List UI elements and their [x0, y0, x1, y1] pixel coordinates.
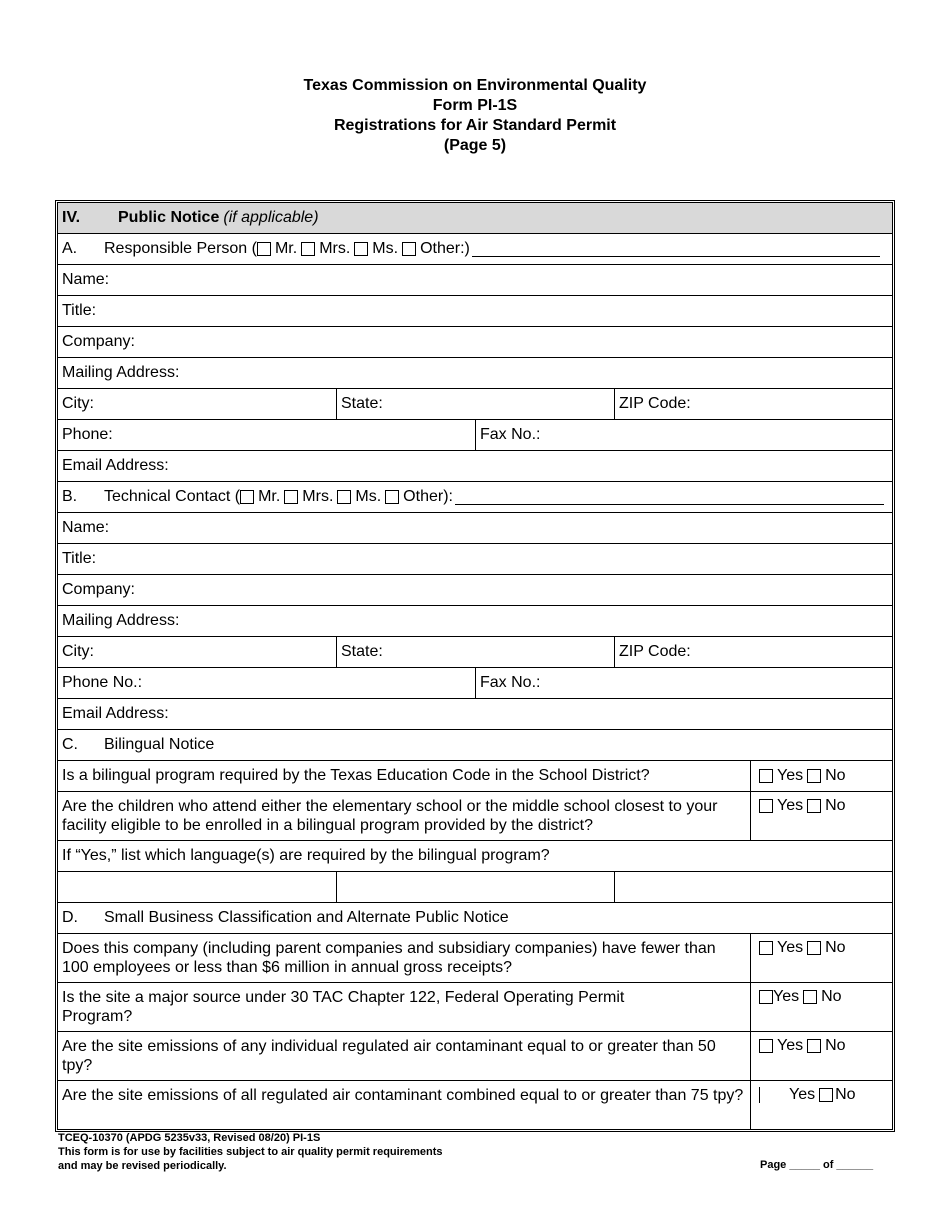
bilingual-language-row: [58, 840, 892, 871]
form-header: [0, 76, 950, 156]
bilingual-notice-label: Bilingual Notice: [104, 736, 215, 753]
question-text: Is the site a major source under 30 TAC Chapter 122, Federal Operating Permit Program?: [62, 989, 625, 1025]
fax-label: Fax No.:: [480, 674, 541, 691]
technical-name-row[interactable]: [58, 512, 892, 543]
responsible-mr-checkbox[interactable]: [257, 242, 271, 256]
phone-label: Phone No.:: [62, 674, 143, 691]
major-source-question-row: [58, 982, 892, 1031]
yes-no-group: [750, 934, 892, 982]
technical-phone-row: [58, 667, 892, 698]
technical-company-row[interactable]: [58, 574, 892, 605]
question-text: Does this company (including parent companies and subsidiary companies) have fewer than 100 employees or less than $6 million in annual gross receipts?: [62, 940, 716, 976]
no-checkbox[interactable]: [819, 1088, 833, 1102]
combined-emissions-question-row: [58, 1080, 892, 1129]
yes-label: Yes: [789, 1086, 816, 1103]
responsible-mrs-checkbox[interactable]: [301, 242, 315, 256]
public-notice-form: [55, 200, 895, 1132]
footer: [58, 1131, 442, 1173]
zip-label: ZIP Code:: [619, 395, 691, 412]
yes-label: Yes: [773, 988, 800, 1005]
city-label: City:: [62, 643, 94, 660]
section-title: Public Notice: [118, 209, 220, 226]
form-title: Registrations for Air Standard Permit: [333, 117, 617, 134]
city-field[interactable]: [58, 637, 336, 667]
form-number: Form PI-1S: [432, 97, 518, 114]
section-number: IV.: [62, 209, 81, 226]
email-label: Email Address:: [62, 705, 169, 722]
question-text: Is a bilingual program required by the Texas Education Code in the School District?: [62, 767, 650, 784]
no-label: No: [825, 767, 846, 784]
title-label: Title:: [62, 302, 97, 319]
language-field-1[interactable]: [58, 872, 336, 902]
form-id: TCEQ-10370 (APDG 5235v33, Revised 08/20) PI-1S: [58, 1132, 321, 1144]
no-checkbox[interactable]: [803, 990, 817, 1004]
yes-checkbox[interactable]: [759, 1039, 773, 1053]
name-label: Name:: [62, 519, 110, 536]
responsible-mailing-row[interactable]: [58, 357, 892, 388]
section-note: (if applicable): [223, 209, 319, 226]
technical-other-checkbox[interactable]: [385, 490, 399, 504]
mrs-label: Mrs.: [319, 240, 351, 257]
no-checkbox[interactable]: [807, 769, 821, 783]
mr-label: Mr.: [274, 240, 298, 257]
technical-mrs-checkbox[interactable]: [284, 490, 298, 504]
mr-label: Mr.: [258, 488, 281, 505]
fax-field[interactable]: [475, 668, 892, 698]
language-field-3[interactable]: [614, 872, 892, 902]
mailing-label: Mailing Address:: [62, 612, 180, 629]
fax-label: Fax No.:: [480, 426, 541, 443]
page-number: Page _____ of ______: [760, 1159, 874, 1171]
state-label: State:: [341, 643, 383, 660]
yes-no-group: [750, 1081, 892, 1129]
fax-field[interactable]: [475, 420, 892, 450]
no-label: No: [825, 1037, 846, 1054]
company-label: Company:: [62, 333, 135, 350]
individual-emissions-question-row: [58, 1031, 892, 1080]
zip-field[interactable]: [614, 637, 892, 667]
phone-field[interactable]: [58, 668, 475, 698]
yes-no-group: [750, 792, 892, 840]
bilingual-notice-row: [58, 729, 892, 760]
other-label: Other):: [403, 488, 453, 505]
subsection-d-letter: D.: [62, 909, 78, 926]
footer-note-2: and may be revised periodically.: [58, 1160, 227, 1172]
yes-checkbox[interactable]: [759, 990, 773, 1004]
agency-title: Texas Commission on Environmental Quality: [303, 77, 647, 94]
yes-label: Yes: [777, 1037, 804, 1054]
yes-no-group: [750, 1032, 892, 1080]
no-checkbox[interactable]: [807, 1039, 821, 1053]
bilingual-required-row: [58, 760, 892, 791]
small-business-row: [58, 902, 892, 933]
other-label: Other:): [420, 240, 470, 257]
mrs-label: Mrs.: [302, 488, 334, 505]
technical-contact-label: Technical Contact (: [104, 488, 241, 505]
small-business-question-row: [58, 933, 892, 982]
responsible-title-row[interactable]: [58, 295, 892, 326]
section-header: [58, 203, 892, 233]
responsible-city-row: [58, 388, 892, 419]
question-text: Are the site emissions of any individual regulated air contaminant equal to or greater than 50 tpy?: [62, 1038, 716, 1074]
yes-label: Yes: [777, 797, 804, 814]
technical-contact-row: [58, 481, 892, 512]
city-label: City:: [62, 395, 94, 412]
technical-email-row[interactable]: [58, 698, 892, 729]
ms-label: Ms.: [372, 240, 399, 257]
small-business-label: Small Business Classification and Alternate Public Notice: [104, 909, 509, 926]
subsection-c-letter: C.: [62, 736, 78, 753]
email-label: Email Address:: [62, 457, 169, 474]
company-label: Company:: [62, 581, 135, 598]
technical-other-field[interactable]: [455, 490, 884, 505]
state-field[interactable]: [336, 389, 614, 419]
no-label: No: [825, 797, 846, 814]
yes-checkbox[interactable]: [759, 769, 773, 783]
technical-mr-checkbox[interactable]: [240, 490, 254, 504]
technical-city-row: [58, 636, 892, 667]
yes-label: Yes: [777, 939, 804, 956]
subsection-a-letter: A.: [62, 240, 78, 257]
city-field[interactable]: [58, 389, 336, 419]
technical-title-row[interactable]: [58, 543, 892, 574]
technical-ms-checkbox[interactable]: [337, 490, 351, 504]
zip-label: ZIP Code:: [619, 643, 691, 660]
mailing-label: Mailing Address:: [62, 364, 180, 381]
yes-checkbox[interactable]: [759, 1087, 773, 1103]
yes-no-group: [750, 983, 892, 1031]
question-text: Are the site emissions of all regulated air contaminant combined equal to or greater than 75 tpy?: [62, 1087, 744, 1104]
responsible-person-label: Responsible Person (: [104, 240, 257, 257]
yes-no-group: [750, 761, 892, 791]
no-label: No: [825, 939, 846, 956]
footer-note-1: This form is for use by facilities subject to air quality permit requirements: [58, 1146, 443, 1158]
page-label: (Page 5): [443, 137, 507, 154]
responsible-person-row: [58, 233, 892, 264]
bilingual-eligible-row: [58, 791, 892, 840]
name-label: Name:: [62, 271, 110, 288]
responsible-email-row[interactable]: [58, 450, 892, 481]
state-field[interactable]: [336, 637, 614, 667]
responsible-other-checkbox[interactable]: [402, 242, 416, 256]
subsection-b-letter: B.: [62, 488, 78, 505]
phone-field[interactable]: [58, 420, 475, 450]
responsible-phone-row: [58, 419, 892, 450]
question-text: Are the children who attend either the elementary school or the middle school closest to your facility eligible to be enrolled in a bilingual program provided by the district?: [62, 798, 718, 834]
state-label: State:: [341, 395, 383, 412]
responsible-name-row[interactable]: [58, 264, 892, 295]
language-input-row: [58, 871, 892, 902]
phone-label: Phone:: [62, 426, 113, 443]
zip-field[interactable]: [614, 389, 892, 419]
title-label: Title:: [62, 550, 97, 567]
responsible-company-row[interactable]: [58, 326, 892, 357]
no-label: No: [821, 988, 842, 1005]
language-field-2[interactable]: [336, 872, 614, 902]
yes-checkbox[interactable]: [759, 941, 773, 955]
no-label: No: [835, 1086, 856, 1103]
responsible-other-field[interactable]: [472, 242, 880, 257]
yes-label: Yes: [777, 767, 804, 784]
no-checkbox[interactable]: [807, 799, 821, 813]
ms-label: Ms.: [355, 488, 382, 505]
question-text: If “Yes,” list which language(s) are required by the bilingual program?: [62, 847, 550, 864]
yes-checkbox[interactable]: [759, 799, 773, 813]
no-checkbox[interactable]: [807, 941, 821, 955]
responsible-ms-checkbox[interactable]: [354, 242, 368, 256]
technical-mailing-row[interactable]: [58, 605, 892, 636]
